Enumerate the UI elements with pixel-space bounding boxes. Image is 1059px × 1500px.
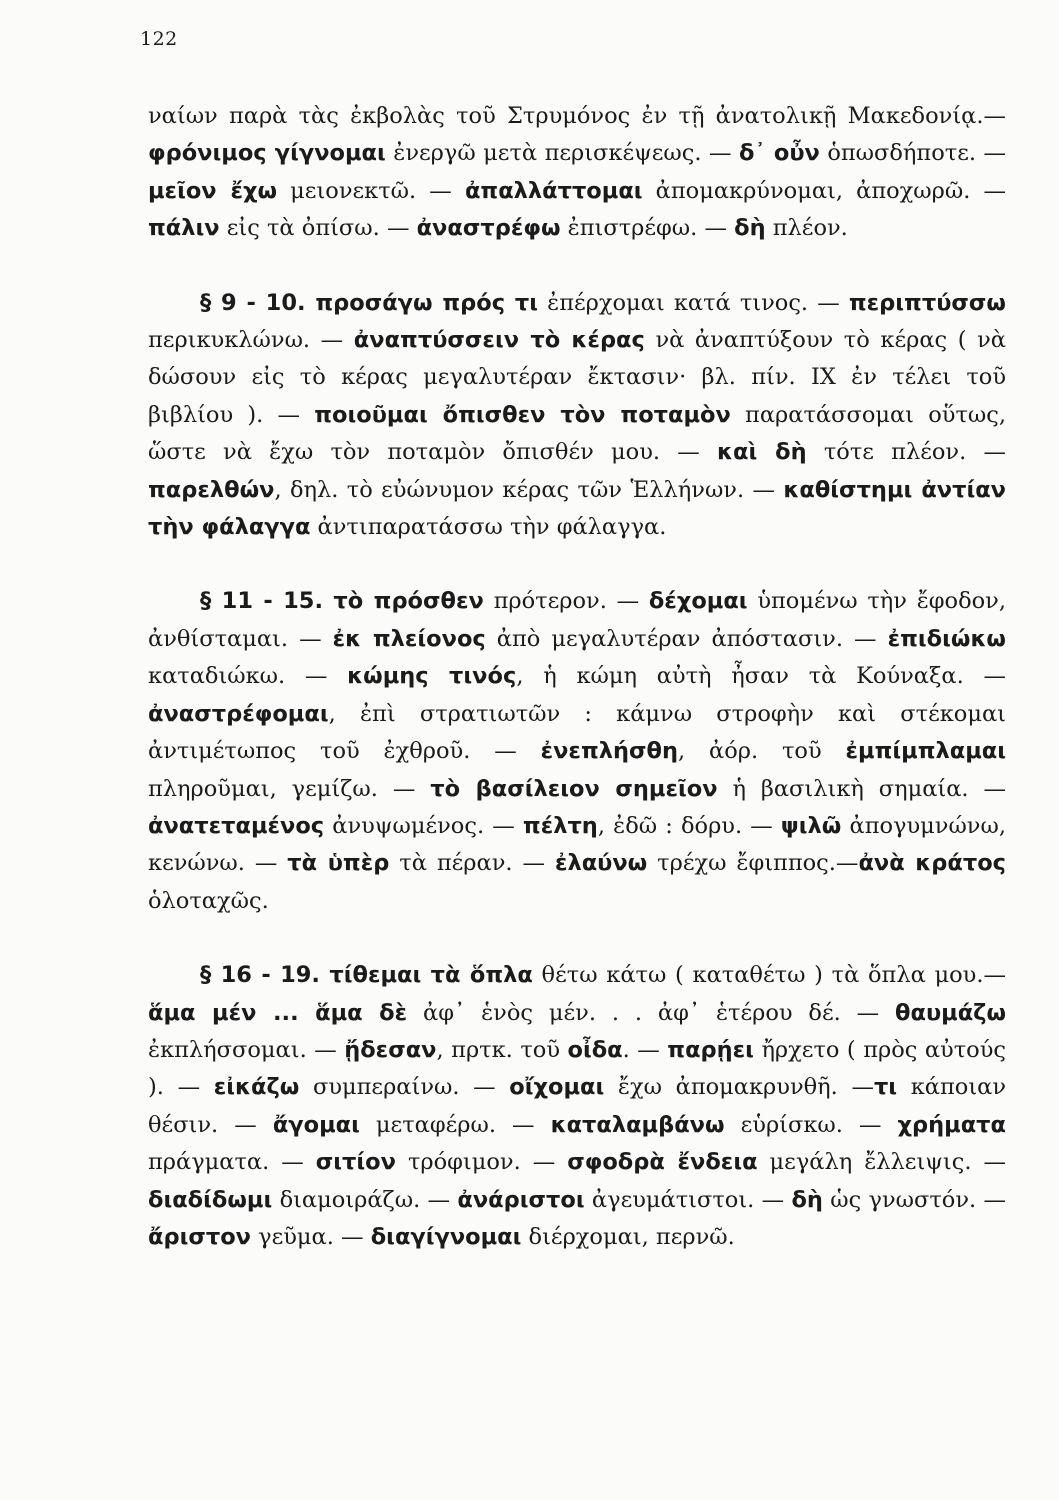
lemma-term: τὸ βασίλειον σημεῖον — [430, 775, 718, 802]
lemma-term: καταλαμβάνω — [550, 1111, 725, 1138]
lemma-term: ᾔδεσαν — [344, 1036, 437, 1063]
gloss-text: πρότερον. — — [483, 588, 649, 615]
gloss-text: μειονεκτῶ. — — [277, 177, 465, 204]
gloss-text: εἰς τὰ ὀπίσω. — — [219, 215, 417, 242]
lemma-term: διαδίδωμι — [148, 1186, 273, 1213]
gloss-text: ἀνυψωμένος. — — [324, 812, 523, 839]
gloss-text: ἤρχετο ( πρὸς αὐτούς ). — — [148, 1036, 1006, 1101]
lemma-term: ἀνάριστοι — [457, 1186, 585, 1213]
gloss-text: ὁλοταχῶς. — [148, 887, 269, 914]
lemma-term: καὶ δὴ — [717, 439, 807, 466]
gloss-text: ἐνεργῶ μετὰ περισκέψεως. — — [385, 140, 739, 167]
lemma-term: § 11 - 15. — [200, 588, 334, 615]
gloss-text: πλέον. — [765, 215, 848, 242]
lemma-term: δὴ — [791, 1186, 823, 1213]
lemma-term: κώμης τινός — [347, 663, 517, 690]
gloss-text: , ἐδῶ : δόρυ. — — [597, 812, 781, 839]
gloss-text: τὰ πέραν. — — [389, 850, 555, 877]
lemma-term: σιτίον — [315, 1149, 396, 1176]
lemma-term: ἀναστρέφω — [416, 215, 561, 242]
lemma-term: πέλτη — [522, 812, 598, 839]
gloss-text: ὑπομένω τὴν ἔφοδον, ἀνθίσταμαι. — — [148, 588, 1007, 652]
gloss-text: , πρτκ. τοῦ — [436, 1036, 568, 1063]
lemma-term: § 16 - 19. — [200, 962, 330, 989]
lemma-term: δέχομαι — [648, 588, 748, 615]
gloss-text: κάποιαν θέσιν. — — [148, 1074, 1007, 1138]
lemma-term: δ᾽ οὖν — [739, 140, 820, 167]
lemma-term: μεῖον ἔχω — [148, 177, 278, 204]
gloss-text: ἐπέρχομαι κατά τινος. — — [538, 289, 849, 316]
paragraph-section-16-19 — [148, 957, 1006, 1256]
gloss-text: ἡ βασιλικὴ σημαία. — — [717, 775, 1006, 802]
gloss-text: πράγματα. — — [148, 1149, 316, 1176]
lemma-term: ἄριστον — [148, 1223, 251, 1250]
lemma-term: καθίστημι ἀντίαν τὴν φάλαγγα — [148, 476, 1007, 541]
lemma-term: διαγίγνομαι — [370, 1223, 522, 1250]
gloss-text: μεταφέρω. — — [359, 1111, 551, 1138]
lemma-term: οἶδα — [567, 1036, 623, 1063]
gloss-text: ἀπογυμνώνω, κενώνω. — — [148, 812, 1006, 877]
lemma-term: θαυμάζω — [895, 999, 1007, 1026]
lemma-term: ἄγομαι — [272, 1111, 360, 1138]
gloss-text: περικυκλώνω. — — [148, 327, 354, 354]
gloss-text: νὰ ἀναπτύξουν τὸ κέρας ( νὰ δώσουν εἰς τὸ κέρας μεγαλυτέραν ἔκτασιν· βλ. πίν. IX ἐν τέλει τοῦ βιβλίου ). — — [148, 327, 1007, 428]
gloss-text: τρέχω ἔφιππος.— — [647, 850, 859, 877]
gloss-text: ἐπιστρέφω. — — [560, 215, 735, 242]
lemma-term: ἐπιδιώκω — [887, 625, 1006, 652]
lemma-term: ἀπαλλάττομαι — [464, 177, 643, 204]
lemma-term: ἐκ πλείονος — [332, 625, 486, 652]
gloss-text: τρόφιμον. — — [395, 1149, 568, 1176]
gloss-text: διαμοιράζω. — — [272, 1186, 458, 1213]
lemma-term: τὸ πρόσθεν — [333, 588, 484, 615]
gloss-text: ναίων παρὰ τὰς ἐκβολὰς τοῦ Στρυμόνος ἐν τῇ ἀνατολικῇ Μακεδονίᾳ.— — [148, 103, 1006, 129]
lemma-term: § 9 - 10. — [200, 289, 316, 316]
gloss-text: ἀγευμάτιστοι. — — [584, 1186, 792, 1213]
lemma-term: ἅμα μέν ... ἅμα δὲ — [148, 999, 408, 1026]
lemma-term: ἐμπίμπλαμαι — [845, 738, 1006, 765]
gloss-text: γεῦμα. — — [251, 1223, 371, 1250]
gloss-text: ἔχω ἀπομακρυνθῆ. — — [604, 1074, 874, 1101]
lemma-term: ψιλῶ — [780, 812, 842, 839]
gloss-text: ὁπωσδήποτε. — — [819, 140, 1006, 167]
gloss-text: τότε πλέον. — — [806, 439, 1006, 466]
gloss-text: ὡς γνωστόν. — — [822, 1186, 1006, 1213]
lemma-term: ἀναπτύσσειν τὸ κέρας — [353, 327, 645, 354]
gloss-text: θέτω κάτω ( καταθέτω ) τὰ ὅπλα μου.— — [532, 962, 1007, 989]
gloss-text: ἀφ᾽ ἑνὸς μέν. . . ἀφ᾽ ἑτέρου δέ. — — [407, 999, 896, 1026]
lemma-term: φρόνιμος γίγνομαι — [148, 140, 386, 167]
gloss-text: εὑρίσκω. — — [724, 1111, 898, 1138]
lemma-term: παρῄει — [667, 1036, 754, 1063]
lemma-term: τίθεμαι τὰ ὅπλα — [329, 962, 533, 989]
paragraph-section-9-10 — [148, 285, 1006, 547]
lemma-term: ἀνὰ κράτος — [858, 850, 1006, 877]
lemma-term: παρελθών — [148, 476, 275, 503]
lemma-term: εἰκάζω — [213, 1074, 300, 1101]
gloss-text: μεγάλη ἔλλειψις. — — [757, 1149, 1006, 1176]
page-body — [148, 98, 1006, 1256]
lemma-term: περιπτύσσω — [848, 289, 1006, 316]
paragraph-continuation — [148, 98, 1006, 248]
lemma-term: ποιοῦμαι ὄπισθεν τὸν ποταμὸν — [314, 401, 731, 428]
gloss-text: , ἡ κώμη αὐτὴ ἦσαν τὰ Κούναξα. — — [516, 663, 1006, 690]
lemma-term: δὴ — [734, 215, 766, 242]
gloss-text: συμπεραίνω. — — [299, 1074, 510, 1101]
gloss-text: ἀπὸ μεγαλυτέραν ἀπόστασιν. — — [485, 625, 888, 652]
lemma-term: οἴχομαι — [509, 1074, 605, 1101]
lemma-term: ἐνεπλήσθη — [540, 738, 679, 765]
lemma-term: πάλιν — [148, 215, 220, 242]
gloss-text: πληροῦμαι, γεμίζω. — — [148, 775, 431, 802]
lemma-term: σφοδρὰ ἔνδεια — [567, 1149, 758, 1176]
gloss-text: ἀντιπαρατάσσω τὴν φάλαγγα. — [310, 514, 667, 541]
gloss-text: , ἀόρ. τοῦ — [678, 738, 846, 765]
gloss-text: , δηλ. τὸ εὐώνυμον κέρας τῶν Ἑλλήνων. — — [274, 476, 784, 503]
gloss-text: , ἐπὶ στρατιωτῶν : κάμνω στροφὴν καὶ στέκομαι ἀντιμέτωπος τοῦ ἐχθροῦ. — — [148, 700, 1006, 765]
gloss-text: παρατάσσομαι οὕτως, ὥστε νὰ ἔχω τὸν ποταμὸν ὄπισθέν μου. — — [148, 401, 1006, 466]
gloss-text: . — — [622, 1036, 668, 1063]
lemma-term: ἐλαύνω — [554, 850, 648, 877]
gloss-text: καταδιώκω. — — [148, 663, 348, 690]
lemma-term: τὰ ὑπὲρ — [287, 850, 390, 877]
gloss-text: ἐκπλήσσομαι. — — [148, 1036, 345, 1063]
page-number: 122 — [140, 28, 178, 50]
paragraph-section-11-15 — [148, 583, 1006, 920]
lemma-term: ἀναστρέφομαι — [148, 700, 329, 727]
lemma-term: τι — [873, 1074, 898, 1101]
gloss-text: ἀπομακρύνομαι, ἀποχωρῶ. — — [642, 177, 1006, 204]
lemma-term: προσάγω πρός τι — [315, 289, 538, 316]
lemma-term: χρήματα — [897, 1111, 1006, 1138]
gloss-text: διέρχομαι, περνῶ. — [521, 1223, 735, 1250]
lemma-term: ἀνατεταμένος — [148, 812, 325, 839]
